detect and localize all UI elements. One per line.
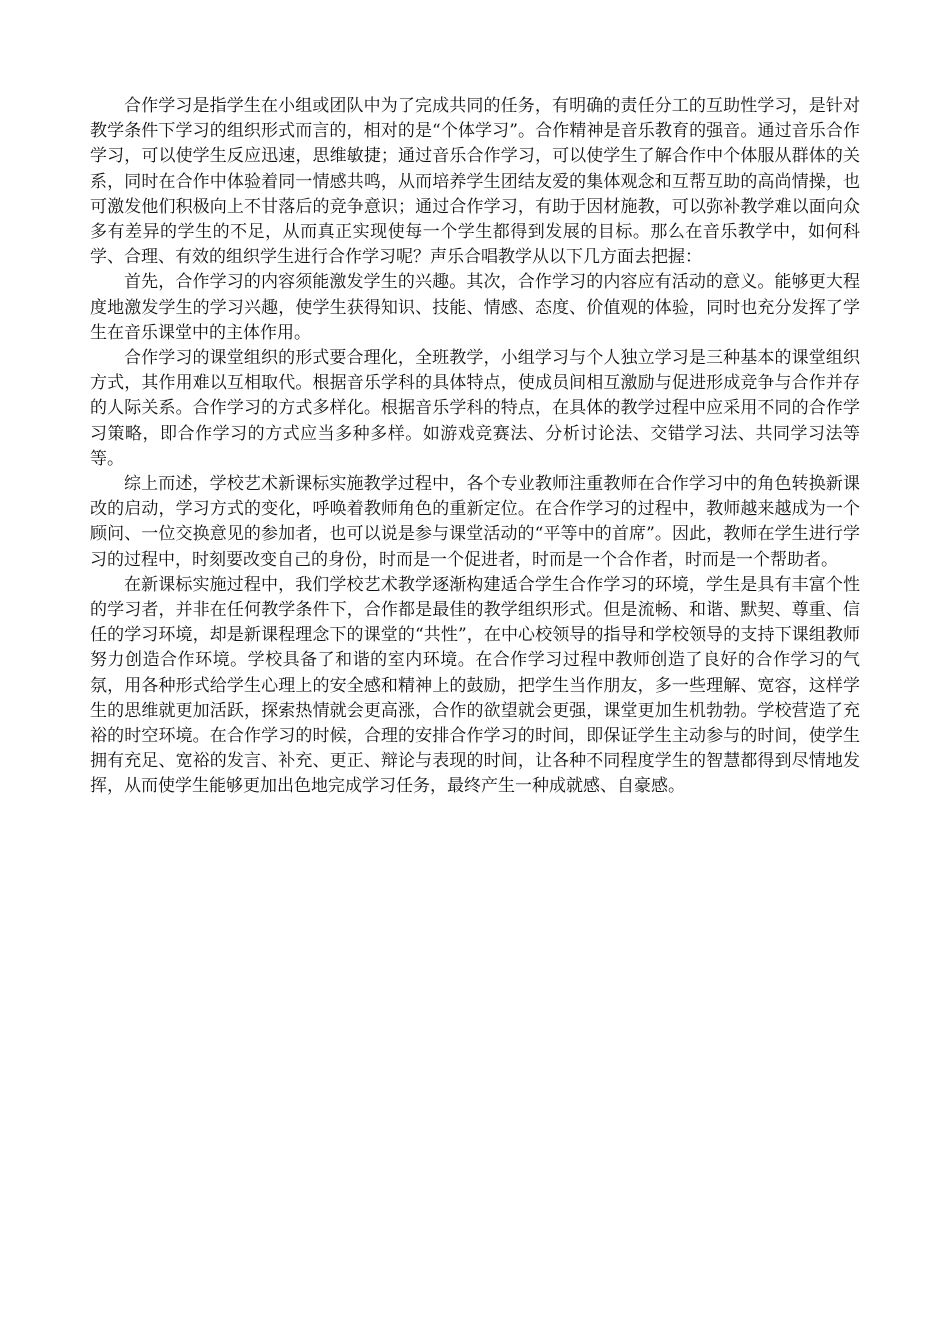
paragraph-intro: 合作学习是指学生在小组或团队中为了完成共同的任务，有明确的责任分工的互助性学习，是针对教学条件下学习的组织形式而言的，相对的是“个体学习”。合作精神是音乐教育的强音。通过音乐合作学习，可以使学生反应迅速，思维敏捷；通过音乐合作学习，可以使学生了解合作中个体服从群体的关系，同时在合作中体验着同一情感共鸣，从而培养学生团结友爱的集体观念和互帮互助的高尚情操，也可激发他们积极向上不甘落后的竞争意识；通过合作学习，有助于因材施教，可以弥补教学难以面向众多有差异的学生的不足，从而真正实现使每一个学生都得到发展的目标。那么在音乐教学中，如何科学、合理、有效的组织学生进行合作学习呢？声乐合唱教学从以下几方面去把握：	[90, 96, 860, 268]
paragraph-interest: 首先，合作学习的内容须能激发学生的兴趣。其次，合作学习的内容应有活动的意义。能够更大程度地激发学生的学习兴趣，使学生获得知识、技能、情感、态度、价值观的体验，同时也充分发挥了学生在音乐课堂中的主体作用。	[90, 272, 860, 343]
paragraph-environment: 在新课标实施过程中，我们学校艺术教学逐渐构建适合学生合作学习的环境，学生是具有丰富个性的学习者，并非在任何教学条件下，合作都是最佳的教学组织形式。但是流畅、和谐、默契、尊重、信任的学习环境，却是新课程理念下的课堂的“共性”，在中心校领导的指导和学校领导的支持下课组教师努力创造合作环境。学校具备了和谐的室内环境。在合作学习过程中教师创造了良好的合作学习的气氛，用各种形式给学生心理上的安全感和精神上的鼓励，把学生当作朋友，多一些理解、宽容，这样学生的思维就更加活跃，探索热情就会更高涨，合作的欲望就会更强，课堂更加生机勃勃。学校营造了充裕的时空环境。在合作学习的时候，合理的安排合作学习的时间，即保证学生主动参与的时间，使学生拥有充足、宽裕的发言、补充、更正、辩论与表现的时间，让各种不同程度学生的智慧都得到尽情地发挥，从而使学生能够更加出色地完成学习任务，最终产生一种成就感、自豪感。	[90, 574, 860, 797]
document-body	[90, 94, 860, 800]
paragraph-organization: 合作学习的课堂组织的形式要合理化，全班教学，小组学习与个人独立学习是三种基本的课堂组织方式，其作用难以互相取代。根据音乐学科的具体特点，使成员间相互激励与促进形成竞争与合作并存的人际关系。合作学习的方式多样化。根据音乐学科的特点，在具体的教学过程中应采用不同的合作学习策略，即合作学习的方式应当多种多样。如游戏竞赛法、分析讨论法、交错学习法、共同学习法等等。	[90, 348, 860, 469]
paragraph-teacher-role: 综上而述，学校艺术新课标实施教学过程中，各个专业教师注重教师在合作学习中的角色转换新课改的启动，学习方式的变化，呼唤着教师角色的重新定位。在合作学习的过程中，教师越来越成为一个顾问、一位交换意见的参加者，也可以说是参与课堂活动的“平等中的首席”。因此，教师在学生进行学习的过程中，时刻要改变自己的身份，时而是一个促进者，时而是一个合作者，时而是一个帮助者。	[90, 474, 860, 570]
